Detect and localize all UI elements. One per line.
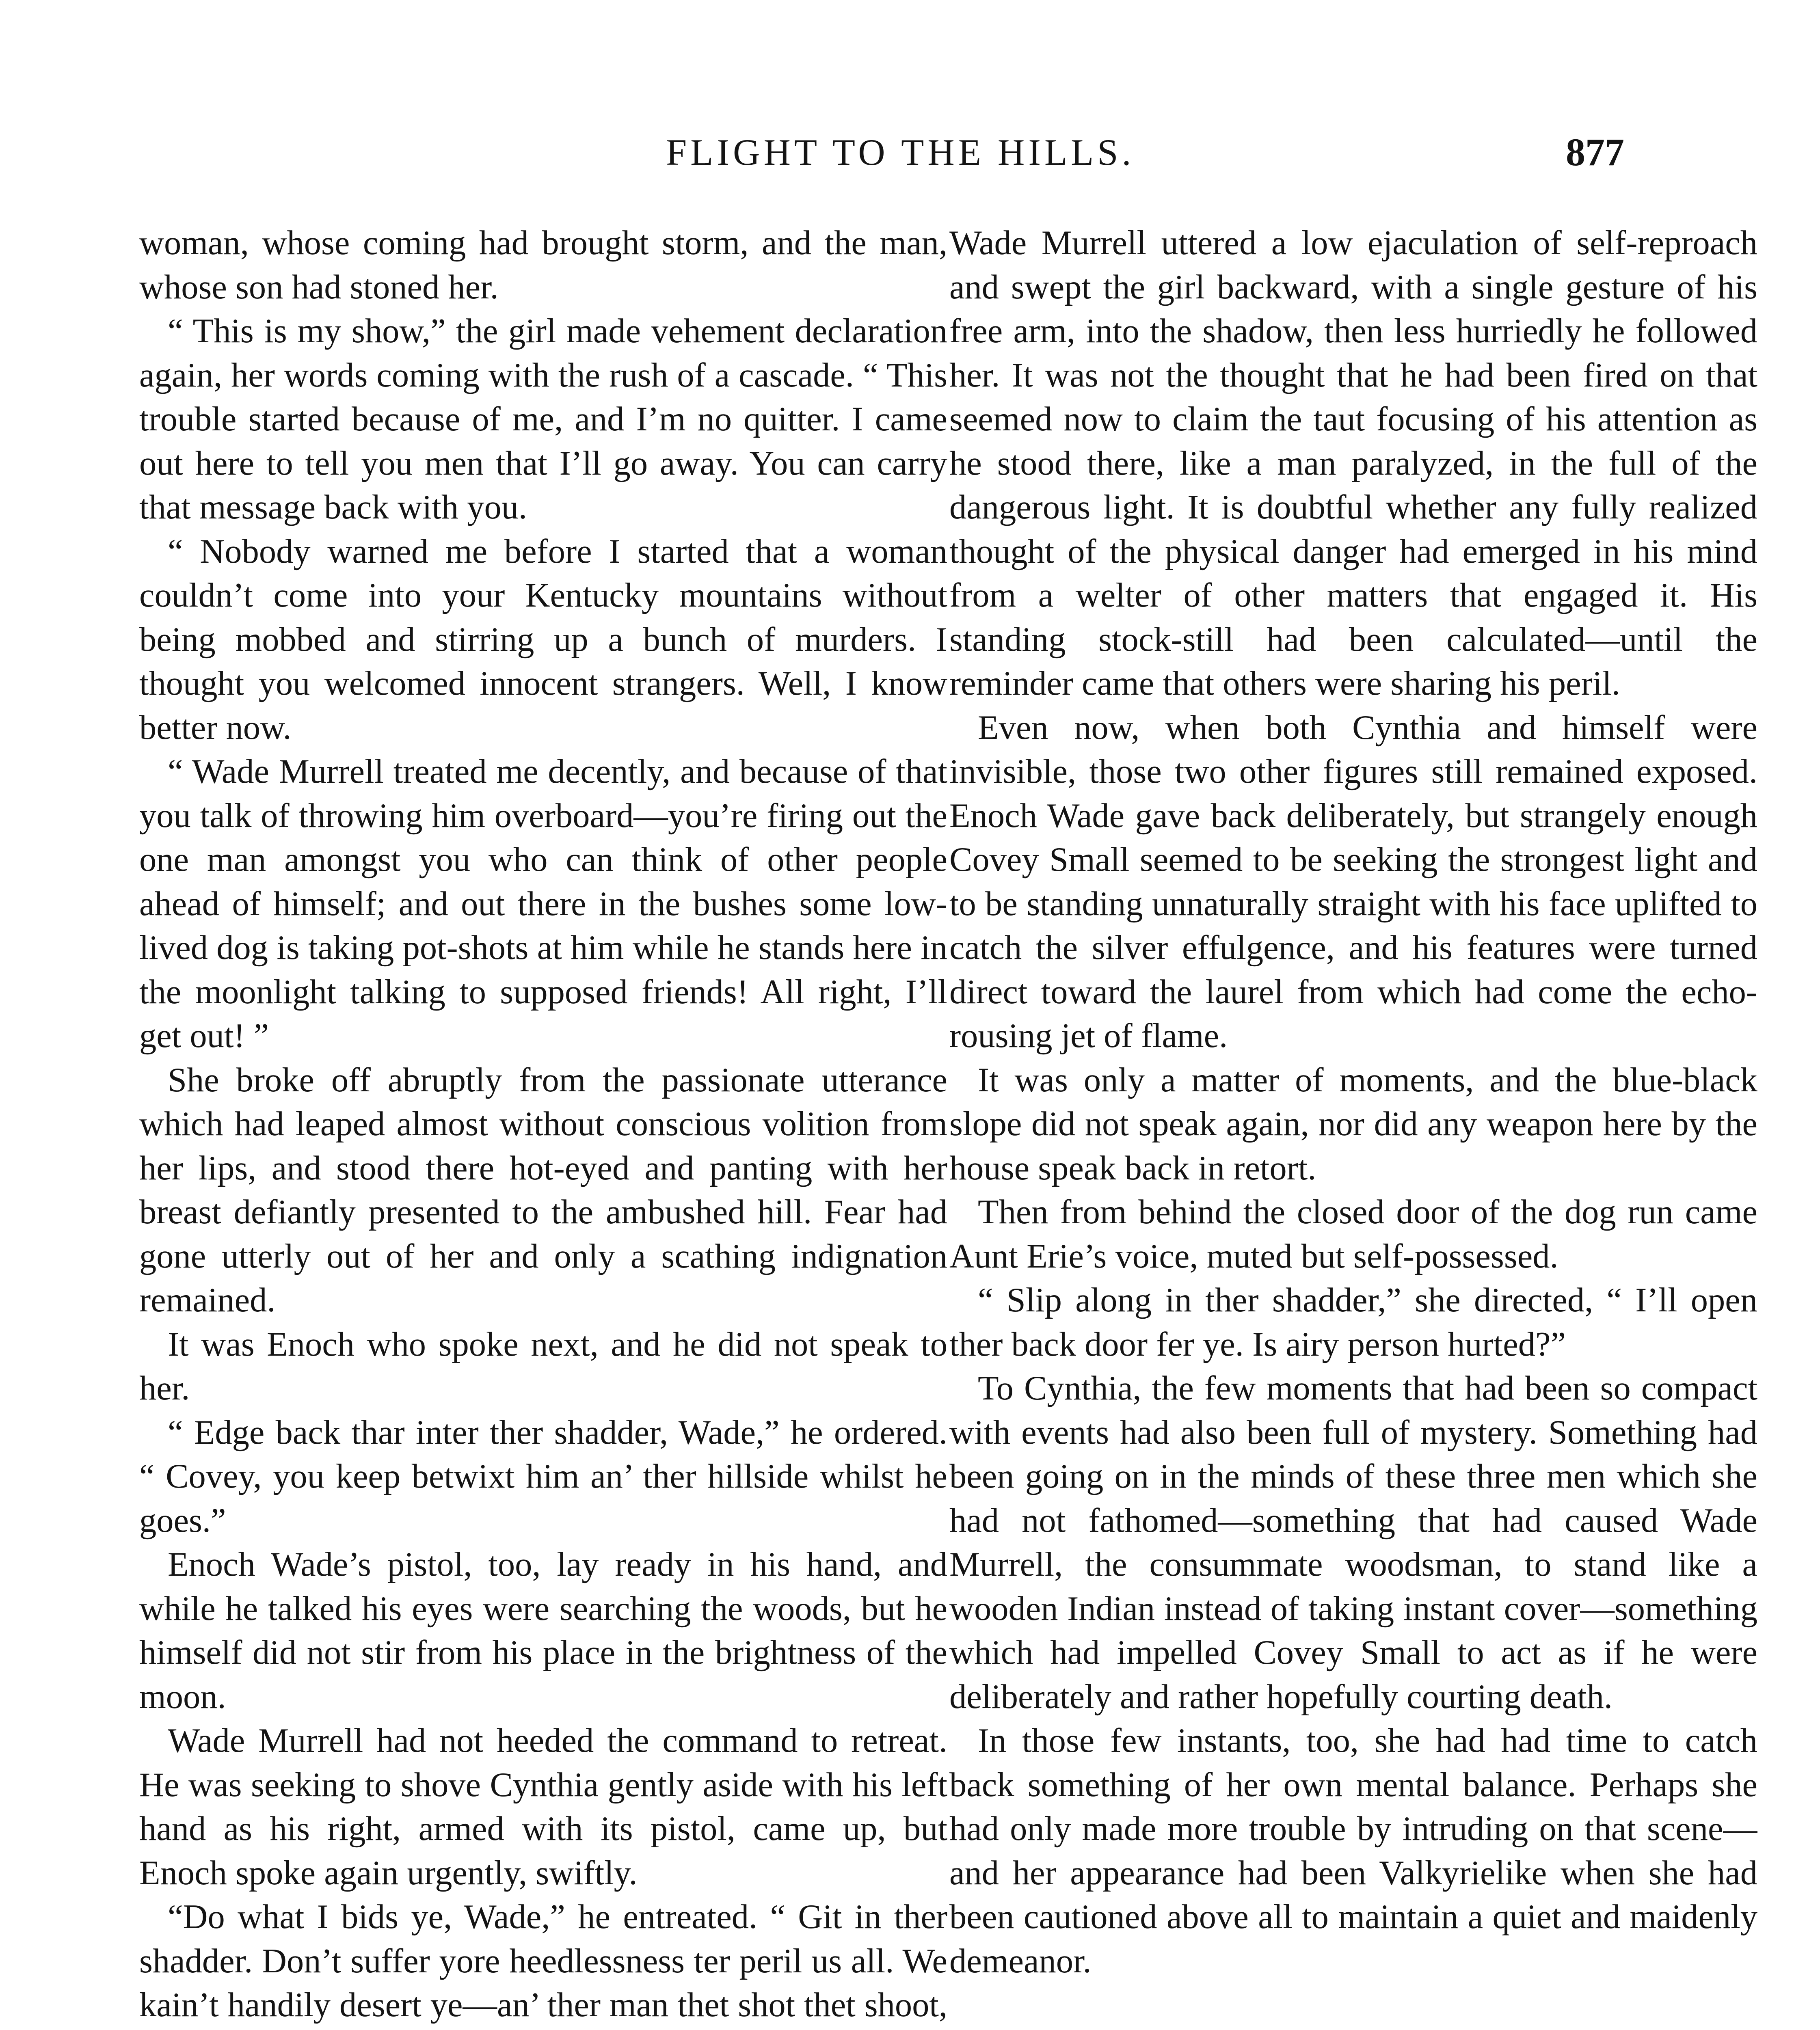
running-title: FLIGHT TO THE HILLS. <box>666 132 1135 173</box>
paragraph: Wade Murrell uttered a low ejaculation of self-reproach and swept the girl backward, with a single gesture of his free arm, into the shadow, then less hurriedly he followed her. It was not the thought that he had been fired on that seemed now to claim the taut focusing of his attention as he stood there, like a man paralyzed, in the full of the dangerous light. It is doubtful whether any fully realized thought of the physical danger had emerged in his mind from a welter of other matters that engaged it. His standing stock-still had been calculated—until the reminder came that others were sharing his peril. <box>949 224 1757 702</box>
paragraph: It was only a matter of moments, and the blue-black slope did not speak again, nor did any weapon here by the house speak back in retort. <box>949 1061 1757 1187</box>
paragraph: “ Slip along in ther shadder,” she directed, “ I’ll open ther back door fer ye. Is airy person hurted?” <box>949 1281 1757 1363</box>
paragraph: Even now, when both Cynthia and himself were invisible, those two other figures still remained exposed. Enoch Wade gave back deliberately, but strangely enough Covey Small seemed to be seeking the strongest light and to be standing unnaturally straight with his face uplifted to catch the silver effulgence, and his features were turned direct toward the laurel from which had come the echo-rousing jet of flame. <box>949 708 1757 1055</box>
paragraph: Then from behind the closed door of the dog run came Aunt Erie’s voice, muted but self-possessed. <box>949 1193 1757 1275</box>
paragraph: Wade Murrell had not heeded the command to retreat. He was seeking to shove Cynthia gently aside with his left hand as his right, armed with its pistol, came up, but Enoch spoke again urgently, swiftly. <box>139 1722 947 1892</box>
paragraph: woman, whose coming had brought storm, and the man, whose son had stoned her. <box>139 224 947 306</box>
paragraph: “ Wade Murrell treated me decently, and because of that you talk of throwing him overboard—you’re firing out the one man amongst you who can think of other people ahead of himself; and out there in the bushes some low-lived dog is taking pot-shots at him while he stands here in the moonlight talking to supposed friends! All right, I’ll get out! ” <box>139 753 947 1055</box>
paragraph: In those few instants, too, she had had time to catch back something of her own mental balance. Perhaps she had only made more trouble by intruding on that scene—and her appearance had been Valkyrielike when she had been cautioned above all to maintain a quiet and maidenly demeanor. <box>949 1722 1757 1980</box>
right-column <box>949 221 1757 2030</box>
page-number: 877 <box>1566 130 1624 174</box>
page-header <box>666 122 1624 183</box>
paragraph: “ Nobody warned me before I started that a woman couldn’t come into your Kentucky mountains without being mobbed and stirring up a bunch of murders. I thought you welcomed innocent strangers. Well, I know better now. <box>139 532 947 747</box>
paragraph: “ This is my show,” the girl made vehement declaration again, her words coming with the rush of a cascade. “ This trouble started because of me, and I’m no quitter. I came out here to tell you men that I’ll go away. You can carry that message back with you. <box>139 312 947 526</box>
paragraph: She broke off abruptly from the passionate utterance which had leaped almost without conscious volition from her lips, and stood there hot-eyed and panting with her breast defiantly presented to the ambushed hill. Fear had gone utterly out of her and only a scathing indignation remained. <box>139 1061 947 1319</box>
paragraph: To Cynthia, the few moments that had been so compact with events had also been full of mystery. Something had been going on in the minds of these three men which she had not fathomed—something that had caused Wade Murrell, the consummate woodsman, to stand like a wooden Indian instead of taking instant cover—something which had impelled Covey Small to act as if he were deliberately and rather hopefully courting death. <box>949 1369 1757 1716</box>
paragraph: It was Enoch who spoke next, and he did not speak to her. <box>139 1325 947 1407</box>
left-column <box>139 221 947 2030</box>
paragraph: Enoch Wade’s pistol, too, lay ready in his hand, and while he talked his eyes were searching the woods, but he himself did not stir from his place in the brightness of the moon. <box>139 1546 947 1716</box>
paragraph: “ Edge back thar inter ther shadder, Wade,” he ordered. “ Covey, you keep betwixt him an’ ther hillside whilst he goes.” <box>139 1413 947 1540</box>
paragraph: “Do what I bids ye, Wade,” he entreated. “ Git in ther shadder. Don’t suffer yore heedlessness ter peril us all. We kain’t handily desert ye—an’ ther man thet shot thet shoot, <box>139 1898 947 2024</box>
